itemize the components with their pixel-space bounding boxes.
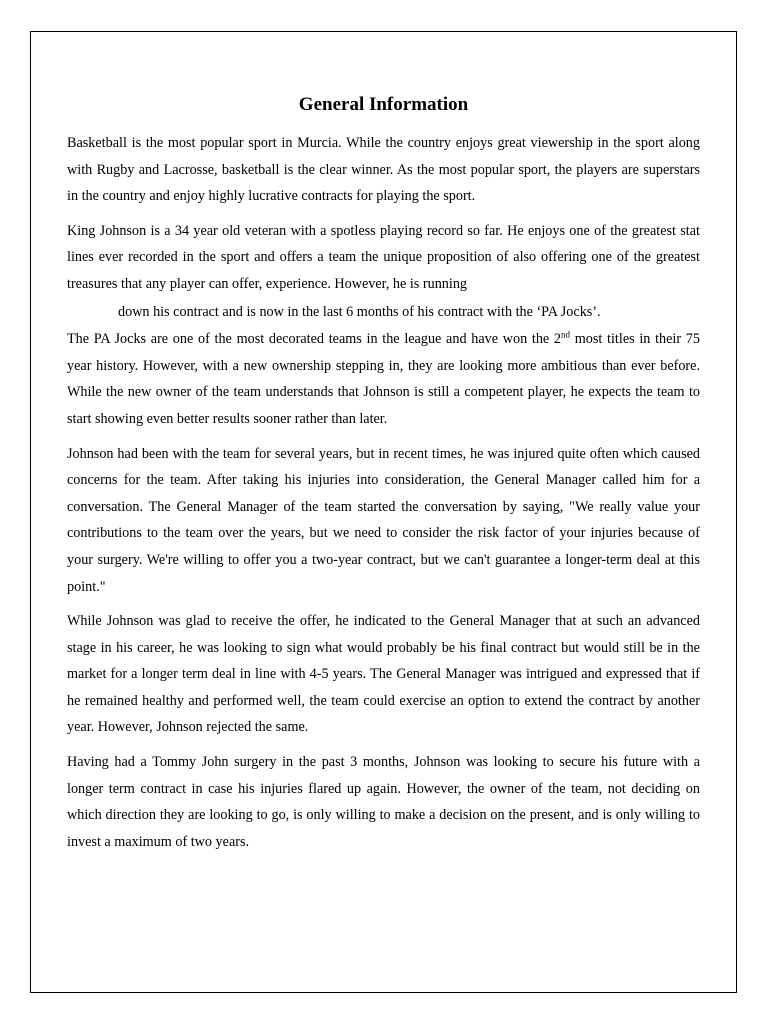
document-body [67, 90, 700, 863]
pa-jocks-text-start: The PA Jocks are one of the most decorated teams in the league and have won the 2 [67, 331, 562, 348]
paragraph-injuries: Johnson had been with the team for several years, but in recent times, he was injured quite often which caused concerns for the team. After taking his injuries into consideration, the General Manager called him for a conversation. The General Manager of the team started the conversation by saying, "We really value your contributions to the team over the years, but we need to consider the risk factor of your injuries because of your surgery. We're willing to offer you a two-year contract, but we can't guarantee a longer-term deal at this point." [67, 445, 700, 595]
paragraph-intro: Basketball is the most popular sport in Murcia. While the country enjoys great viewership in the sport along with Rugby and Lacrosse, basketball is the clear winner. As the most popular sport, the players are superstars in the country and enjoy highly lucrative contracts for playing the sport. [67, 135, 700, 205]
paragraph-pa-jocks [67, 326, 700, 432]
paragraph-surgery: Having had a Tommy John surgery in the past 3 months, Johnson was looking to secure his future with a longer term contract in case his injuries flared up again. However, the owner of the team, not deciding on which direction they are looking to go, is only willing to make a decision on the present, and is only willing to invest a maximum of two years. [67, 754, 700, 850]
document-title: General Information [298, 94, 469, 115]
ordinal-superscript: nd [561, 329, 571, 340]
pa-jocks-text-end: most titles in their 75 year history. However, with a new ownership stepping in, they are looking more ambitious than ever before. While the new owner of the team understands that Johnson is still a competent player, he expects the team to start showing even better results sooner rather than later. [67, 331, 700, 427]
paragraph-king-johnson: King Johnson is a 34 year old veteran with a spotless playing record so far. He enjoys one of the greatest stat lines ever recorded in the sport and offers a team the unique proposition of also offering one of the greatest treasures that any player can offer, experience. However, he is running [67, 222, 700, 292]
paragraph-king-johnson-continuation: down his contract and is now in the last 6 months of his contract with the ‘PA Jocks’. [118, 303, 601, 320]
paragraph-negotiation: While Johnson was glad to receive the offer, he indicated to the General Manager that at such an advanced stage in his career, he was looking to sign what would probably be his final contract but would still be in the market for a longer term deal in line with 4-5 years. The General Manager was intrigued and expressed that if he remained healthy and performed well, the team could exercise an option to extend the contract by another year. However, Johnson rejected the same. [67, 613, 700, 736]
